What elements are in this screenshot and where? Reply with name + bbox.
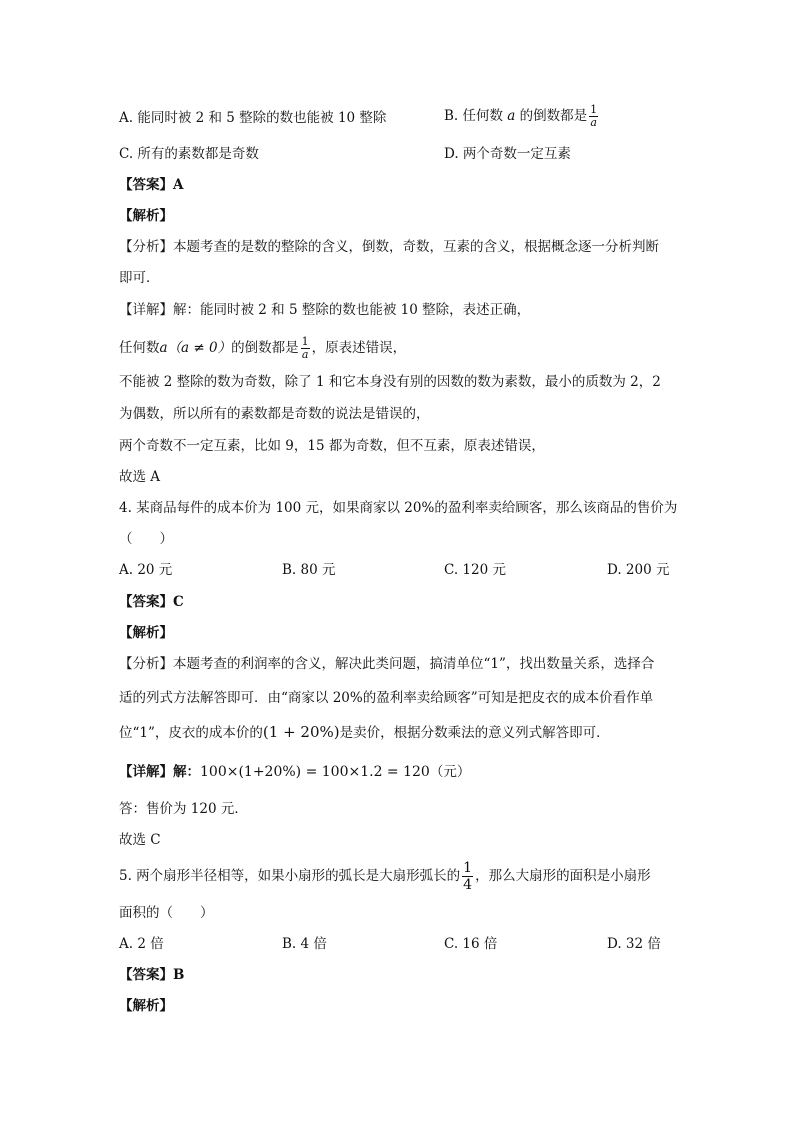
q5-option-c: C. 16 倍 bbox=[444, 936, 498, 952]
q3-choose: 故选 A bbox=[119, 469, 161, 485]
q3-analysis-heading: 【解析】 bbox=[119, 208, 173, 224]
q4-xiangjie-prefix: 【详解】解： bbox=[119, 764, 200, 780]
q3-xiangjie-line-4: 为偶数，所以所有的素数都是奇数的说法是错误的， bbox=[119, 406, 430, 422]
q5-stem-suffix: ，那么大扇形的面积是小扇形 bbox=[475, 868, 651, 884]
q4-choose: 故选 C bbox=[119, 832, 161, 848]
q3-xiangjie-line-2-prefix: 任何数 bbox=[119, 340, 160, 356]
q3-option-b-suffix: 的倒数都是 bbox=[515, 108, 588, 124]
q4-option-a: A. 20 元 bbox=[119, 562, 173, 578]
q3-xiangjie-line-2-mid: 的倒数都是 bbox=[231, 340, 299, 356]
q4-option-d: D. 200 元 bbox=[607, 562, 670, 578]
q3-xiangjie-line-5: 两个奇数不一定互素，比如 9，15 都为奇数，但不互素，原表述错误， bbox=[119, 438, 545, 454]
q4-fenxi-line-3-expr: (1 + 20%) bbox=[262, 723, 340, 741]
q3-xiangjie-line-2-fraction: $\frac{1}{a}$ bbox=[301, 335, 309, 361]
q5-stem-prefix: 5. 两个扇形半径相等，如果小扇形的弧长是大扇形弧长的 bbox=[119, 868, 461, 884]
q3-option-d: D. 两个奇数一定互素 bbox=[444, 146, 571, 162]
q3-xiangjie-line-2-expr: a（a ≠ 0） bbox=[159, 340, 232, 356]
q3-option-b-prefix: B. 任何数 bbox=[444, 108, 508, 124]
q5-option-b: B. 4 倍 bbox=[282, 936, 327, 952]
q3-answer: 【答案】A bbox=[119, 177, 184, 193]
q5-stem-line-1 bbox=[119, 860, 651, 893]
q4-answer: 【答案】C bbox=[119, 594, 184, 610]
q3-xiangjie-line-2 bbox=[119, 336, 406, 361]
q3-fenxi-line-2: 即可． bbox=[119, 270, 160, 286]
q4-fenxi-line-2: 适的列式方法解答即可．由“商家以 20%的盈利率卖给顾客”可知是把皮衣的成本价看作单 bbox=[119, 690, 654, 706]
q5-option-a: A. 2 倍 bbox=[119, 936, 164, 952]
q5-analysis-heading: 【解析】 bbox=[119, 998, 173, 1014]
q3-fenxi-line-1: 【分析】本题考查的是数的整除的含义，倒数，奇数，互素的含义，根据概念逐一分析判断 bbox=[119, 239, 659, 255]
q4-option-c: C. 120 元 bbox=[444, 562, 506, 578]
q4-fenxi-line-1: 【分析】本题考查的利润率的含义，解决此类问题，搞清单位“1”，找出数量关系，选择合 bbox=[119, 656, 655, 672]
q4-stem-line-1: 4. 某商品每件的成本价为 100 元，如果商家以 20%的盈利率卖给顾客，那么该商品的售价为 bbox=[119, 500, 678, 516]
q5-stem-fraction: $\frac{1}{4}$ bbox=[463, 860, 473, 893]
q3-xiangjie-line-1: 【详解】解：能同时被 2 和 5 整除的数也能被 10 整除，表述正确， bbox=[119, 302, 531, 318]
q3-option-c: C. 所有的素数都是奇数 bbox=[119, 146, 259, 162]
q5-option-d: D. 32 倍 bbox=[607, 936, 661, 952]
q4-stem-line-2: （ ） bbox=[119, 531, 173, 547]
q4-fenxi-line-3-suffix: 是卖价，根据分数乘法的意义列式解答即可． bbox=[339, 725, 610, 741]
q3-option-b-variable: a bbox=[507, 108, 516, 124]
q3-xiangjie-line-2-suffix: ，原表述错误， bbox=[311, 340, 407, 356]
q5-answer: 【答案】B bbox=[119, 967, 185, 983]
q3-option-a: A. 能同时被 2 和 5 整除的数也能被 10 整除 bbox=[119, 110, 387, 126]
q4-reply: 答：售价为 120 元． bbox=[119, 801, 248, 817]
q3-option-b bbox=[444, 104, 600, 129]
q4-analysis-heading: 【解析】 bbox=[119, 625, 173, 641]
q4-fenxi-line-3 bbox=[119, 722, 610, 743]
q3-xiangjie-line-3: 不能被 2 整除的数为奇数，除了 1 和它本身没有别的因数的数为素数，最小的质数为 2，2 bbox=[119, 374, 661, 390]
q4-xiangjie-expr: 100×(1+20%) = 100×1.2 = 120 bbox=[200, 764, 430, 780]
q3-option-b-fraction: $\frac{1}{a}$ bbox=[590, 103, 598, 129]
q4-fenxi-line-3-prefix: 位“1”，皮衣的成本价的 bbox=[119, 725, 263, 741]
q5-stem-line-2: 面积的（ ） bbox=[119, 905, 214, 921]
q4-option-b: B. 80 元 bbox=[282, 562, 336, 578]
q4-xiangjie-suffix: （元） bbox=[429, 764, 471, 780]
q4-xiangjie bbox=[119, 762, 470, 782]
